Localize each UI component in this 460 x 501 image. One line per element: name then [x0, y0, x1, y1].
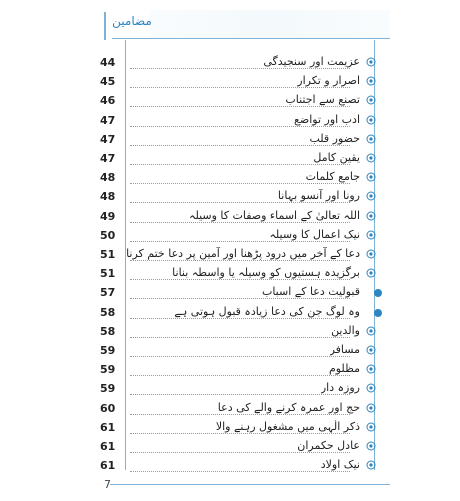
toc-leader-dots — [130, 87, 350, 88]
toc-entry-title: قبولیت دعا کے اسباب — [261, 285, 360, 299]
toc-page-number: 51 — [100, 267, 116, 281]
toc-leader-dots — [130, 414, 350, 415]
toc-leader-dots — [130, 145, 350, 146]
flower-bullet-icon — [366, 326, 376, 336]
toc-leader-dots — [130, 222, 350, 223]
flower-bullet-icon — [366, 115, 376, 125]
toc-leader-dots — [130, 337, 350, 338]
toc-leader-dots — [130, 106, 350, 107]
toc-page-number: 58 — [100, 305, 116, 319]
toc-leader-dots — [130, 452, 350, 453]
toc-page-number: 47 — [100, 132, 116, 146]
toc-page-number: 59 — [100, 344, 116, 357]
toc-page-number: 49 — [100, 209, 116, 223]
toc-page-number: 44 — [100, 56, 116, 69]
toc-entry-title: وہ لوگ جن کی دعا زیادہ قبول ہوتی ہے — [174, 304, 360, 318]
toc-entry-title: نیک اولاد — [320, 458, 360, 472]
toc-page-number: 47 — [100, 152, 116, 165]
toc-leader-dots — [130, 318, 350, 319]
toc-leader-dots — [130, 164, 350, 165]
toc-entry-title: حج اور عمرہ کرنے والے کی دعا — [217, 400, 360, 414]
toc-page-number: 61 — [100, 459, 116, 473]
footer-rule — [110, 484, 390, 485]
header-watermark — [150, 10, 390, 38]
toc-page-number: 48 — [100, 190, 116, 204]
toc-entry-title: یقین کامل — [313, 151, 360, 164]
toc-leader-dots — [130, 68, 350, 69]
toc-page-number: 58 — [100, 324, 116, 338]
toc-page-number: 47 — [100, 113, 116, 127]
flower-bullet-icon — [366, 383, 376, 393]
toc-entry-title: اصرار و تکرار — [297, 74, 360, 88]
toc-leader-dots — [130, 202, 350, 203]
page-title: مضامین — [112, 14, 152, 28]
header-rule — [112, 38, 390, 39]
toc-entry-title: عزیمت اور سنجیدگی — [263, 55, 360, 68]
toc-leader-dots — [130, 375, 350, 376]
toc-leader-dots — [130, 260, 350, 261]
toc-entry-title: برگزیدہ ہستیوں کو وسیلہ یا واسطہ بنانا — [172, 266, 360, 280]
flower-bullet-icon — [366, 57, 376, 67]
flower-bullet-icon — [366, 172, 376, 182]
flower-bullet-icon — [366, 134, 376, 144]
toc-entry-title: اللہ تعالیٰ کے اسماء وصفات کا وسیلہ — [189, 208, 360, 222]
flower-bullet-icon — [366, 268, 376, 278]
flower-bullet-icon — [366, 403, 376, 413]
toc-page-number: 46 — [100, 94, 116, 108]
toc-entry-title: والدین — [331, 323, 360, 337]
toc-leader-dots — [130, 356, 350, 357]
toc-leader-dots — [130, 126, 350, 127]
toc-page-number: 51 — [100, 248, 116, 261]
flower-bullet-icon — [366, 230, 376, 240]
toc-entry-title: حضورِ قلب — [309, 131, 360, 145]
toc-leader-dots — [130, 279, 350, 280]
toc-page-number: 61 — [100, 420, 116, 434]
toc-leader-dots — [130, 241, 350, 242]
flower-bullet-icon — [366, 211, 376, 221]
flower-bullet-icon — [366, 460, 376, 470]
toc-leader-dots — [130, 471, 350, 472]
toc-page-number: 50 — [100, 228, 116, 242]
toc-leader-dots — [130, 183, 350, 184]
toc-entry-title: ذکر الٰہی میں مشغول رہنے والا — [215, 419, 360, 433]
toc-leader-dots — [130, 433, 350, 434]
toc-entry-title: جامع کلمات — [305, 170, 360, 184]
toc-page-number: 61 — [100, 440, 116, 453]
toc-entry-title: عادل حکمران — [297, 439, 360, 452]
toc-page-number: 57 — [100, 286, 116, 300]
solid-bullet-icon — [374, 309, 382, 317]
toc-page-number: 59 — [100, 382, 116, 396]
flower-bullet-icon — [366, 345, 376, 355]
toc-page-number: 45 — [100, 75, 116, 89]
toc-entry-title: مسافر — [329, 343, 360, 356]
toc-entry-title: روزہ دار — [320, 381, 360, 395]
flower-bullet-icon — [366, 441, 376, 451]
footer-page-number: 7 — [104, 478, 111, 491]
flower-bullet-icon — [366, 364, 376, 374]
flower-bullet-icon — [366, 422, 376, 432]
toc-entry — [100, 457, 390, 479]
toc-page-number: 48 — [100, 171, 116, 185]
toc-leader-dots — [130, 298, 350, 299]
toc-page-number: 59 — [100, 363, 116, 377]
flower-bullet-icon — [366, 191, 376, 201]
toc-entry-title: تصنع سے اجتناب — [285, 93, 360, 107]
toc-entry-title: دعا کے آخر میں درود پڑھنا اور آمین پر دعا ختم کرنا — [126, 247, 360, 260]
solid-bullet-icon — [374, 289, 382, 297]
toc-entry-title: نیک اعمال کا وسیلہ — [269, 227, 360, 241]
toc-entry-title: مظلوم — [328, 362, 360, 376]
flower-bullet-icon — [366, 95, 376, 105]
toc-entry-title: رونا اور آنسو بہانا — [277, 189, 360, 203]
toc-entry-title: ادب اور تواضع — [294, 112, 360, 126]
flower-bullet-icon — [366, 153, 376, 163]
flower-bullet-icon — [366, 249, 376, 259]
toc-page-number: 60 — [100, 401, 116, 415]
toc-leader-dots — [130, 394, 350, 395]
flower-bullet-icon — [366, 76, 376, 86]
